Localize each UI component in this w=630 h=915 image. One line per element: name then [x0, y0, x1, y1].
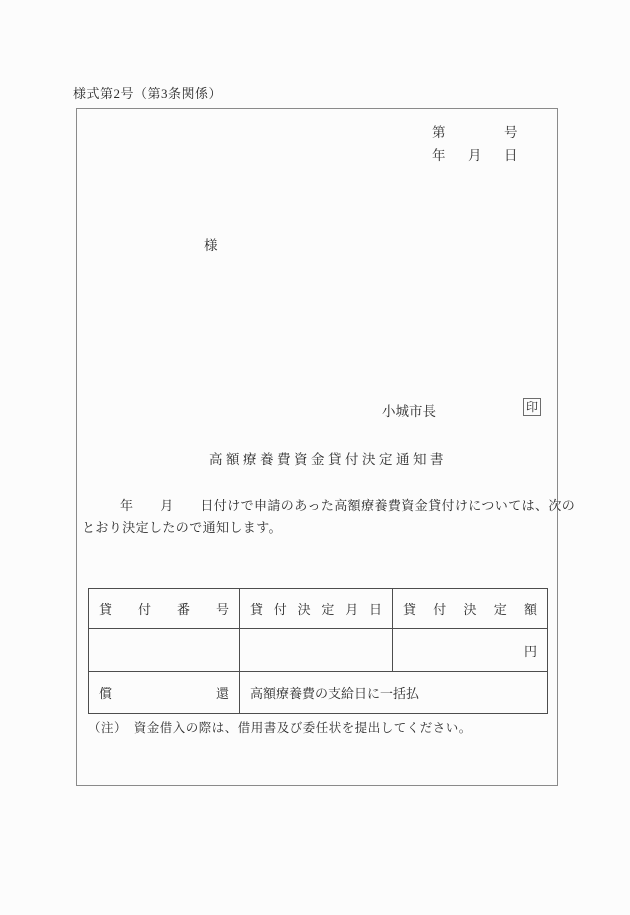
document-title: 高額療養費資金貸付決定通知書 — [209, 452, 447, 467]
loan-number-cell — [89, 629, 240, 672]
body-line-2: とおり決定したので通知します。 — [82, 520, 282, 535]
body-line-1: 年 月 日付けで申請のあった高額療養費資金貸付けについては、次の — [120, 498, 576, 513]
doc-number-prefix: 第 — [432, 125, 446, 140]
doc-number-suffix: 号 — [504, 125, 518, 140]
table-repayment-row — [89, 672, 548, 714]
header-decision-date: 貸付決定月日 — [240, 589, 393, 629]
repayment-label-cell: 償還 — [89, 672, 240, 714]
body-paragraph — [82, 495, 576, 539]
date-month-label: 月 — [468, 148, 482, 163]
form-number-label: 様式第2号（第3条関係） — [73, 86, 223, 101]
date-year-label: 年 — [432, 148, 446, 163]
decision-amount-cell: 円 — [393, 629, 548, 672]
date-day-label: 日 — [504, 148, 518, 163]
seal-placeholder: 印 — [523, 398, 541, 416]
table-value-row — [89, 629, 548, 672]
issuer-name: 小城市長 — [382, 404, 436, 419]
decision-date-cell — [240, 629, 393, 672]
footnote: （注） 資金借入の際は、借用書及び委任状を提出してください。 — [88, 721, 472, 735]
loan-decision-table — [88, 588, 548, 714]
table-header-row — [89, 589, 548, 629]
repayment-method-cell: 高額療養費の支給日に一括払 — [240, 672, 548, 714]
document-border-frame — [76, 108, 576, 786]
header-decision-amount: 貸付決定額 — [393, 589, 548, 629]
header-loan-number: 貸付番号 — [89, 589, 240, 629]
recipient-honorific: 様 — [204, 238, 218, 253]
